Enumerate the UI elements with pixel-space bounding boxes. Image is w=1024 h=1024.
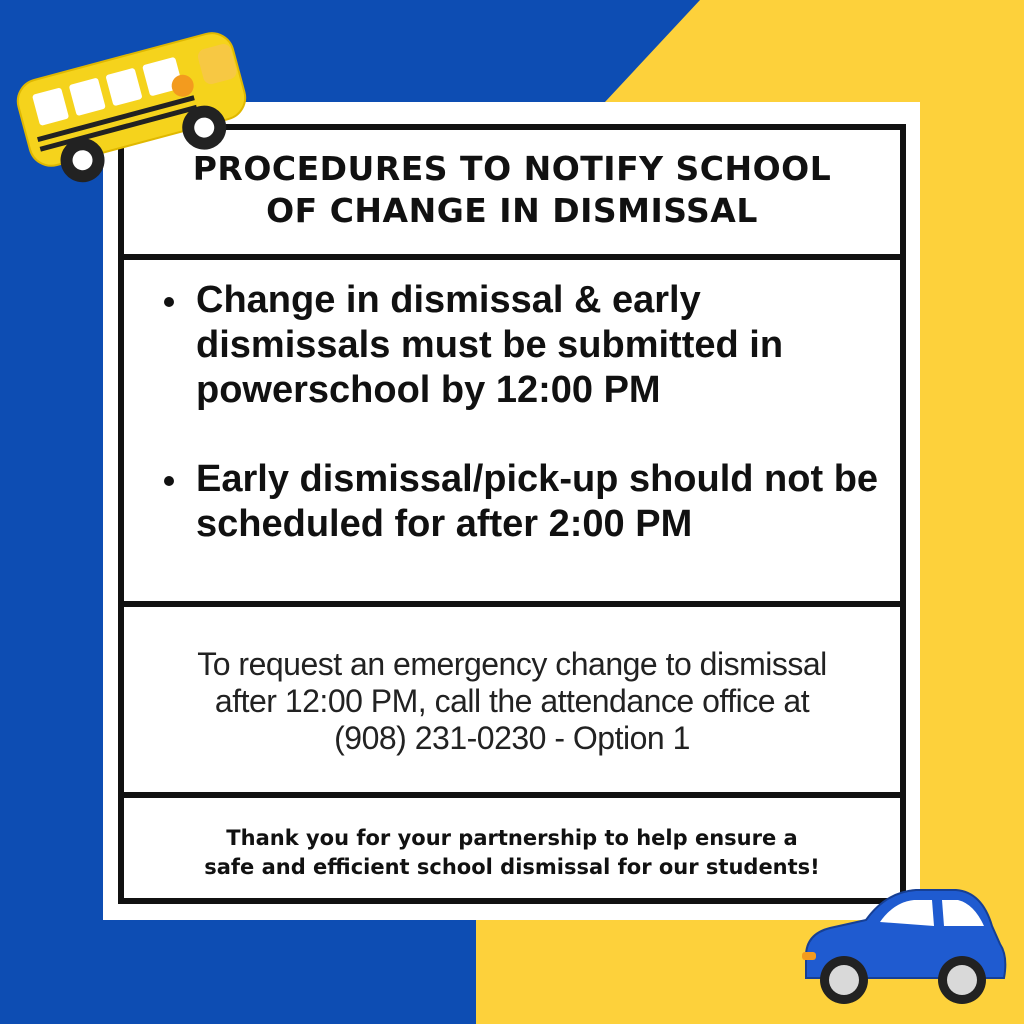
title-line-2: OF CHANGE IN DISMISSAL bbox=[266, 191, 758, 230]
divider-title bbox=[124, 254, 900, 260]
emergency-line-1: To request an emergency change to dismissal bbox=[197, 646, 827, 682]
procedure-item: Early dismissal/pick-up should not be scheduled for after 2:00 PM bbox=[160, 457, 890, 547]
divider-procedures bbox=[124, 601, 900, 607]
thank-you-note bbox=[124, 824, 900, 882]
school-bus-icon bbox=[12, 25, 257, 185]
procedure-list bbox=[160, 278, 890, 591]
emergency-line-2: after 12:00 PM, call the attendance office at bbox=[214, 683, 810, 719]
thanks-line-2: safe and efficient school dismissal for our students! bbox=[204, 855, 820, 879]
divider-emergency bbox=[124, 792, 900, 798]
notice-frame bbox=[118, 124, 906, 904]
car-icon bbox=[796, 886, 1012, 1010]
emergency-phone-line: (908) 231-0230 - Option 1 bbox=[334, 720, 690, 756]
title-line-1: PROCEDURES TO NOTIFY SCHOOL bbox=[192, 149, 832, 188]
procedure-item: Change in dismissal & early dismissals must be submitted in powerschool by 12:00 PM bbox=[160, 278, 890, 413]
emergency-instructions bbox=[124, 646, 900, 757]
thanks-line-1: Thank you for your partnership to help ensure a bbox=[226, 826, 798, 850]
